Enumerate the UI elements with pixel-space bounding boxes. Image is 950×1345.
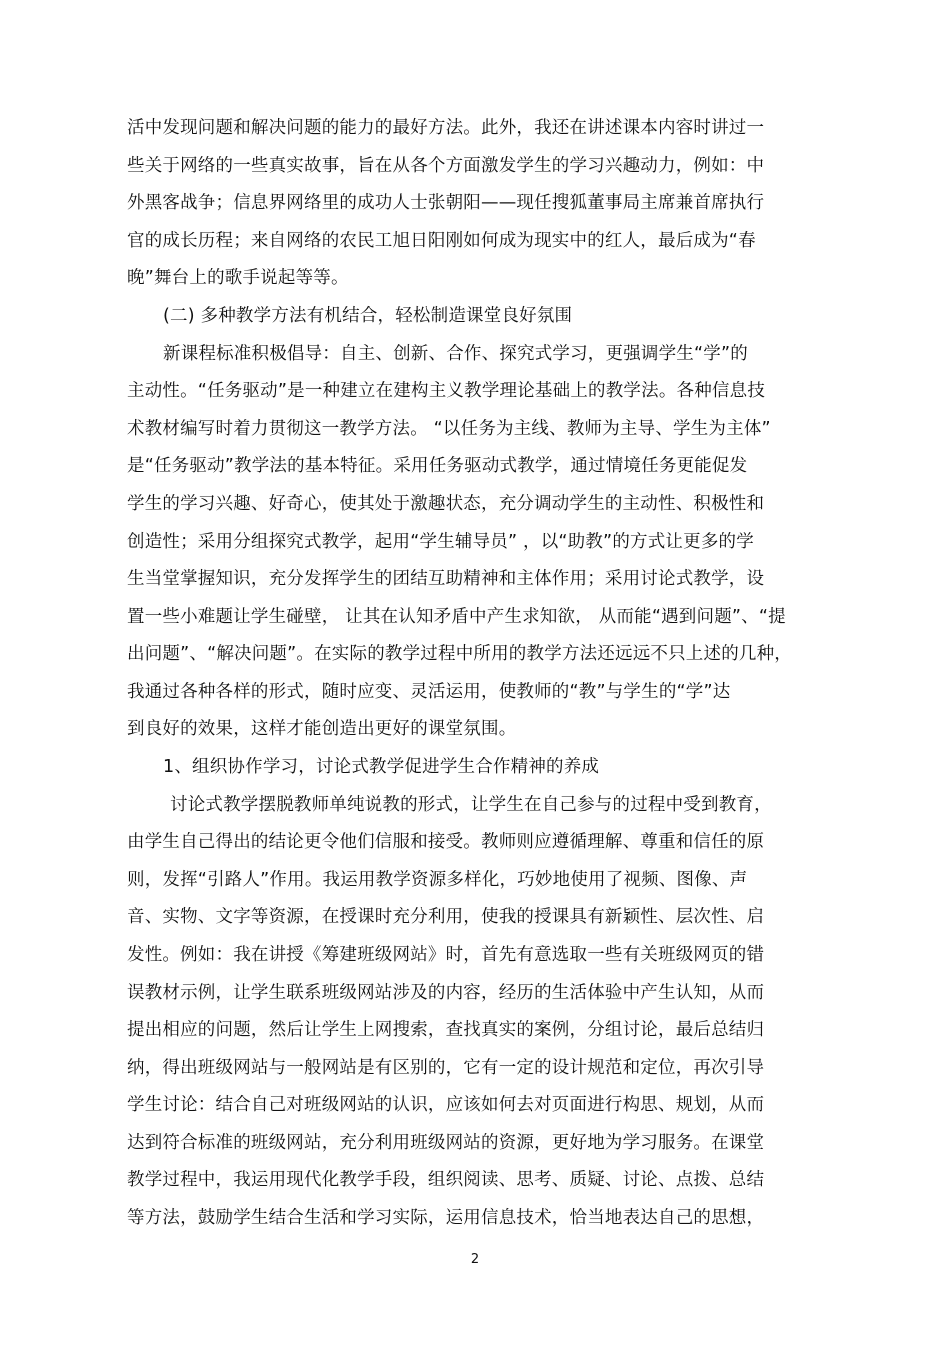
text-line: 晚”舞台上的歌手说起等等。 bbox=[127, 268, 349, 288]
text-line: 创造性；采用分组探究式教学，起用“学生辅导员” ，以“助教”的方式让更多的学 bbox=[127, 532, 754, 552]
text-line: 提出相应的问题，然后让学生上网搜索，查找真实的案例，分组讨论，最后总结归 bbox=[127, 1020, 765, 1040]
text-line: 是“任务驱动”教学法的基本特征。采用任务驱动式教学，通过情境任务更能促发 bbox=[127, 456, 748, 476]
text-line: 主动性。“任务驱动”是一种建立在建构主义教学理论基础上的教学法。各种信息技 bbox=[127, 381, 766, 401]
text-line: 外黑客战争；信息界网络里的成功人士张朝阳——现任搜狐董事局主席兼首席执行 bbox=[127, 193, 765, 213]
text-line: 到良好的效果，这样才能创造出更好的课堂氛围。 bbox=[127, 719, 517, 739]
text-line: 误教材示例，让学生联系班级网站涉及的内容，经历的生活体验中产生认知，从而 bbox=[127, 983, 765, 1003]
text-line: 官的成长历程；来自网络的农民工旭日阳刚如何成为现实中的红人，最后成为“春 bbox=[127, 231, 756, 251]
text-line: 新课程标准积极倡导：自主、创新、合作、探究式学习，更强调学生“学”的 bbox=[163, 344, 748, 364]
text-line: 发性。例如：我在讲授《筹建班级网站》时，首先有意选取一些有关班级网页的错 bbox=[127, 945, 765, 965]
text-line: 等方法，鼓励学生结合生活和学习实际，运用信息技术，恰当地表达自己的思想， bbox=[127, 1208, 765, 1228]
text-line: 些关于网络的一些真实故事，旨在从各个方面激发学生的学习兴趣动力，例如：中 bbox=[127, 156, 765, 176]
text-line: 教学过程中，我运用现代化教学手段，组织阅读、思考、质疑、讨论、点拨、总结 bbox=[127, 1170, 765, 1190]
text-line: 讨论式教学摆脱教师单纯说教的形式，让学生在自己参与的过程中受到教育， bbox=[170, 795, 772, 815]
text-line: 活中发现问题和解决问题的能力的最好方法。此外，我还在讲述课本内容时讲过一 bbox=[127, 118, 765, 138]
text-line: 术教材编写时着力贯彻这一教学方法。 “以任务为主线、教师为主导、学生为主体” bbox=[127, 419, 771, 439]
section-heading: (二) 多种教学方法有机结合，轻松制造课堂良好氛围 bbox=[163, 306, 573, 326]
text-line: 置一些小难题让学生碰壁， 让其在认知矛盾中产生求知欲， 从而能“遇到问题”、“提 bbox=[127, 607, 786, 627]
subsection-heading: 1、组织协作学习，讨论式教学促进学生合作精神的养成 bbox=[163, 757, 600, 777]
text-line: 出问题”、“解决问题”。在实际的教学过程中所用的教学方法还远远不只上述的几种， bbox=[127, 644, 792, 664]
text-line: 我通过各种各样的形式，随时应变、灵活运用，使教师的“教”与学生的“学”达 bbox=[127, 682, 731, 702]
text-line: 由学生自己得出的结论更令他们信服和接受。教师则应遵循理解、尊重和信任的原 bbox=[127, 832, 765, 852]
page-number: 2 bbox=[470, 1252, 480, 1267]
text-line: 生当堂掌握知识，充分发挥学生的团结互助精神和主体作用；采用讨论式教学，设 bbox=[127, 569, 765, 589]
text-line: 则，发挥“引路人”作用。我运用教学资源多样化，巧妙地使用了视频、图像、声 bbox=[127, 870, 748, 890]
text-line: 学生讨论：结合自己对班级网站的认识，应该如何去对页面进行构思、规划，从而 bbox=[127, 1095, 765, 1115]
text-line: 达到符合标准的班级网站，充分利用班级网站的资源，更好地为学习服务。在课堂 bbox=[127, 1133, 765, 1153]
text-line: 纳，得出班级网站与一般网站是有区别的，它有一定的设计规范和定位，再次引导 bbox=[127, 1058, 765, 1078]
text-line: 音、实物、文字等资源，在授课时充分利用，使我的授课具有新颖性、层次性、启 bbox=[127, 907, 765, 927]
text-line: 学生的学习兴趣、好奇心，使其处于激趣状态，充分调动学生的主动性、积极性和 bbox=[127, 494, 765, 514]
